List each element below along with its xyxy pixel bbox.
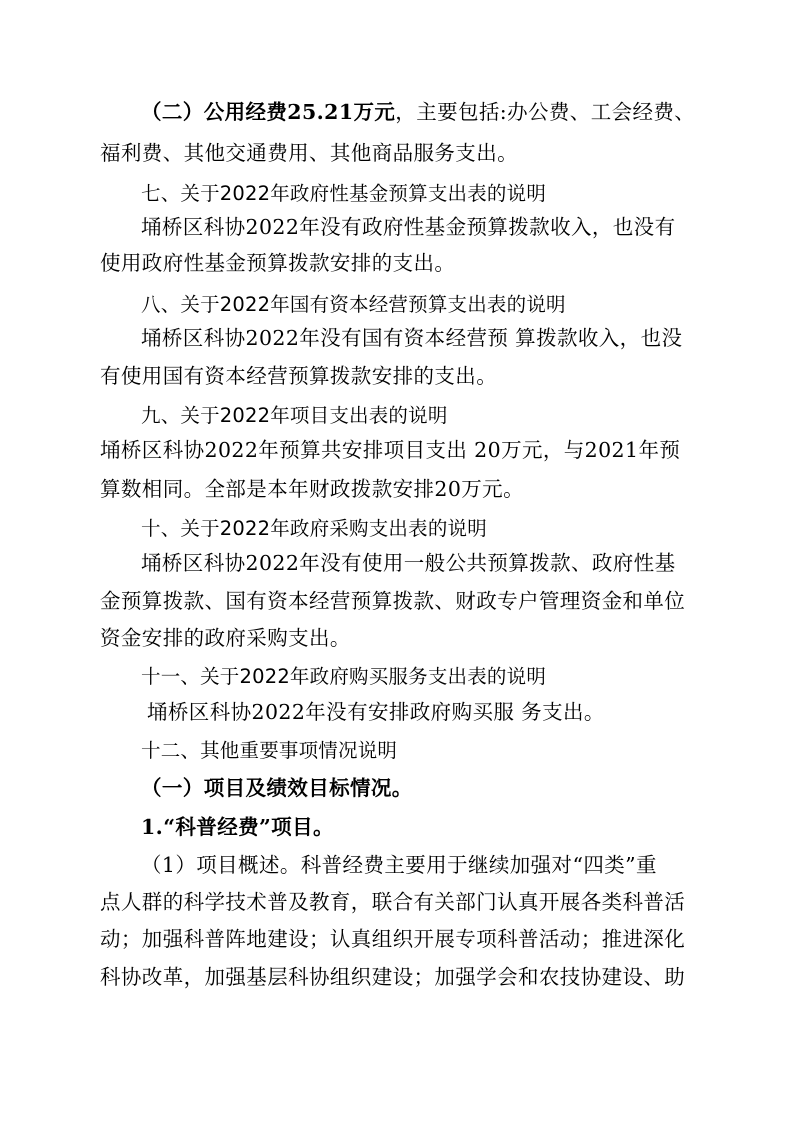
paragraph-line: 埇桥区科协2022年没有安排政府购买服 务支出。 — [147, 700, 605, 724]
paragraph-line: 埇桥区科协2022年预算共安排项目支出 20万元，与2021年预 — [100, 438, 681, 462]
subsection-heading: （一）项目及绩效目标情况。 — [141, 776, 413, 800]
item-heading: 1.“科普经费”项目。 — [141, 815, 334, 839]
paragraph-line: （二）公用经费25.21万元，主要包括:办公费、工会经费、 — [141, 100, 696, 124]
section-heading: 七、关于2022年政府性基金预算支出表的说明 — [141, 182, 547, 205]
paragraph-line: 金预算拨款、国有资本经营预算拨款、财政专户管理资金和单位 — [100, 589, 686, 613]
paragraph-line: （1）项目概述。科普经费主要用于继续加强对“四类”重 — [141, 853, 657, 877]
paragraph-line: 使用政府性基金预算拨款安排的支出。 — [100, 251, 456, 275]
section-heading: 九、关于2022年项目支出表的说明 — [141, 404, 448, 427]
section-heading: 八、关于2022年国有资本经营预算支出表的说明 — [141, 293, 566, 316]
paragraph-line: 埇桥区科协2022年没有政府性基金预算拨款收入，也没有 — [141, 215, 676, 239]
paragraph-line: 有使用国有资本经营预算拨款安排的支出。 — [100, 364, 498, 388]
section-heading: 十、关于2022年政府采购支出表的说明 — [141, 517, 487, 540]
paragraph-line: 科协改革，加强基层科协组织建设；加强学会和农技协建设、助 — [100, 965, 686, 989]
paragraph-line: 福利费、其他交通费用、其他商品服务支出。 — [100, 141, 518, 165]
paragraph-line: 埇桥区科协2022年没有国有资本经营预 算拨款收入，也没 — [141, 326, 683, 350]
paragraph-line: 资金安排的政府采购支出。 — [100, 626, 351, 650]
bold-lead-text: （二）公用经费25.21万元 — [141, 100, 396, 124]
paragraph-line: 动；加强科普阵地建设；认真组织开展专项科普活动；推进深化 — [100, 927, 686, 951]
paragraph-line: 点人群的科学技术普及教育，联合有关部门认真开展各类科普活 — [100, 890, 686, 914]
paragraph-line: 埇桥区科协2022年没有使用一般公共预算拨款、政府性基 — [141, 551, 676, 575]
section-heading: 十一、关于2022年政府购买服务支出表的说明 — [141, 665, 547, 688]
section-heading: 十二、其他重要事项情况说明 — [141, 739, 398, 762]
paragraph-line: 算数相同。全部是本年财政拨款安排20万元。 — [100, 477, 524, 501]
